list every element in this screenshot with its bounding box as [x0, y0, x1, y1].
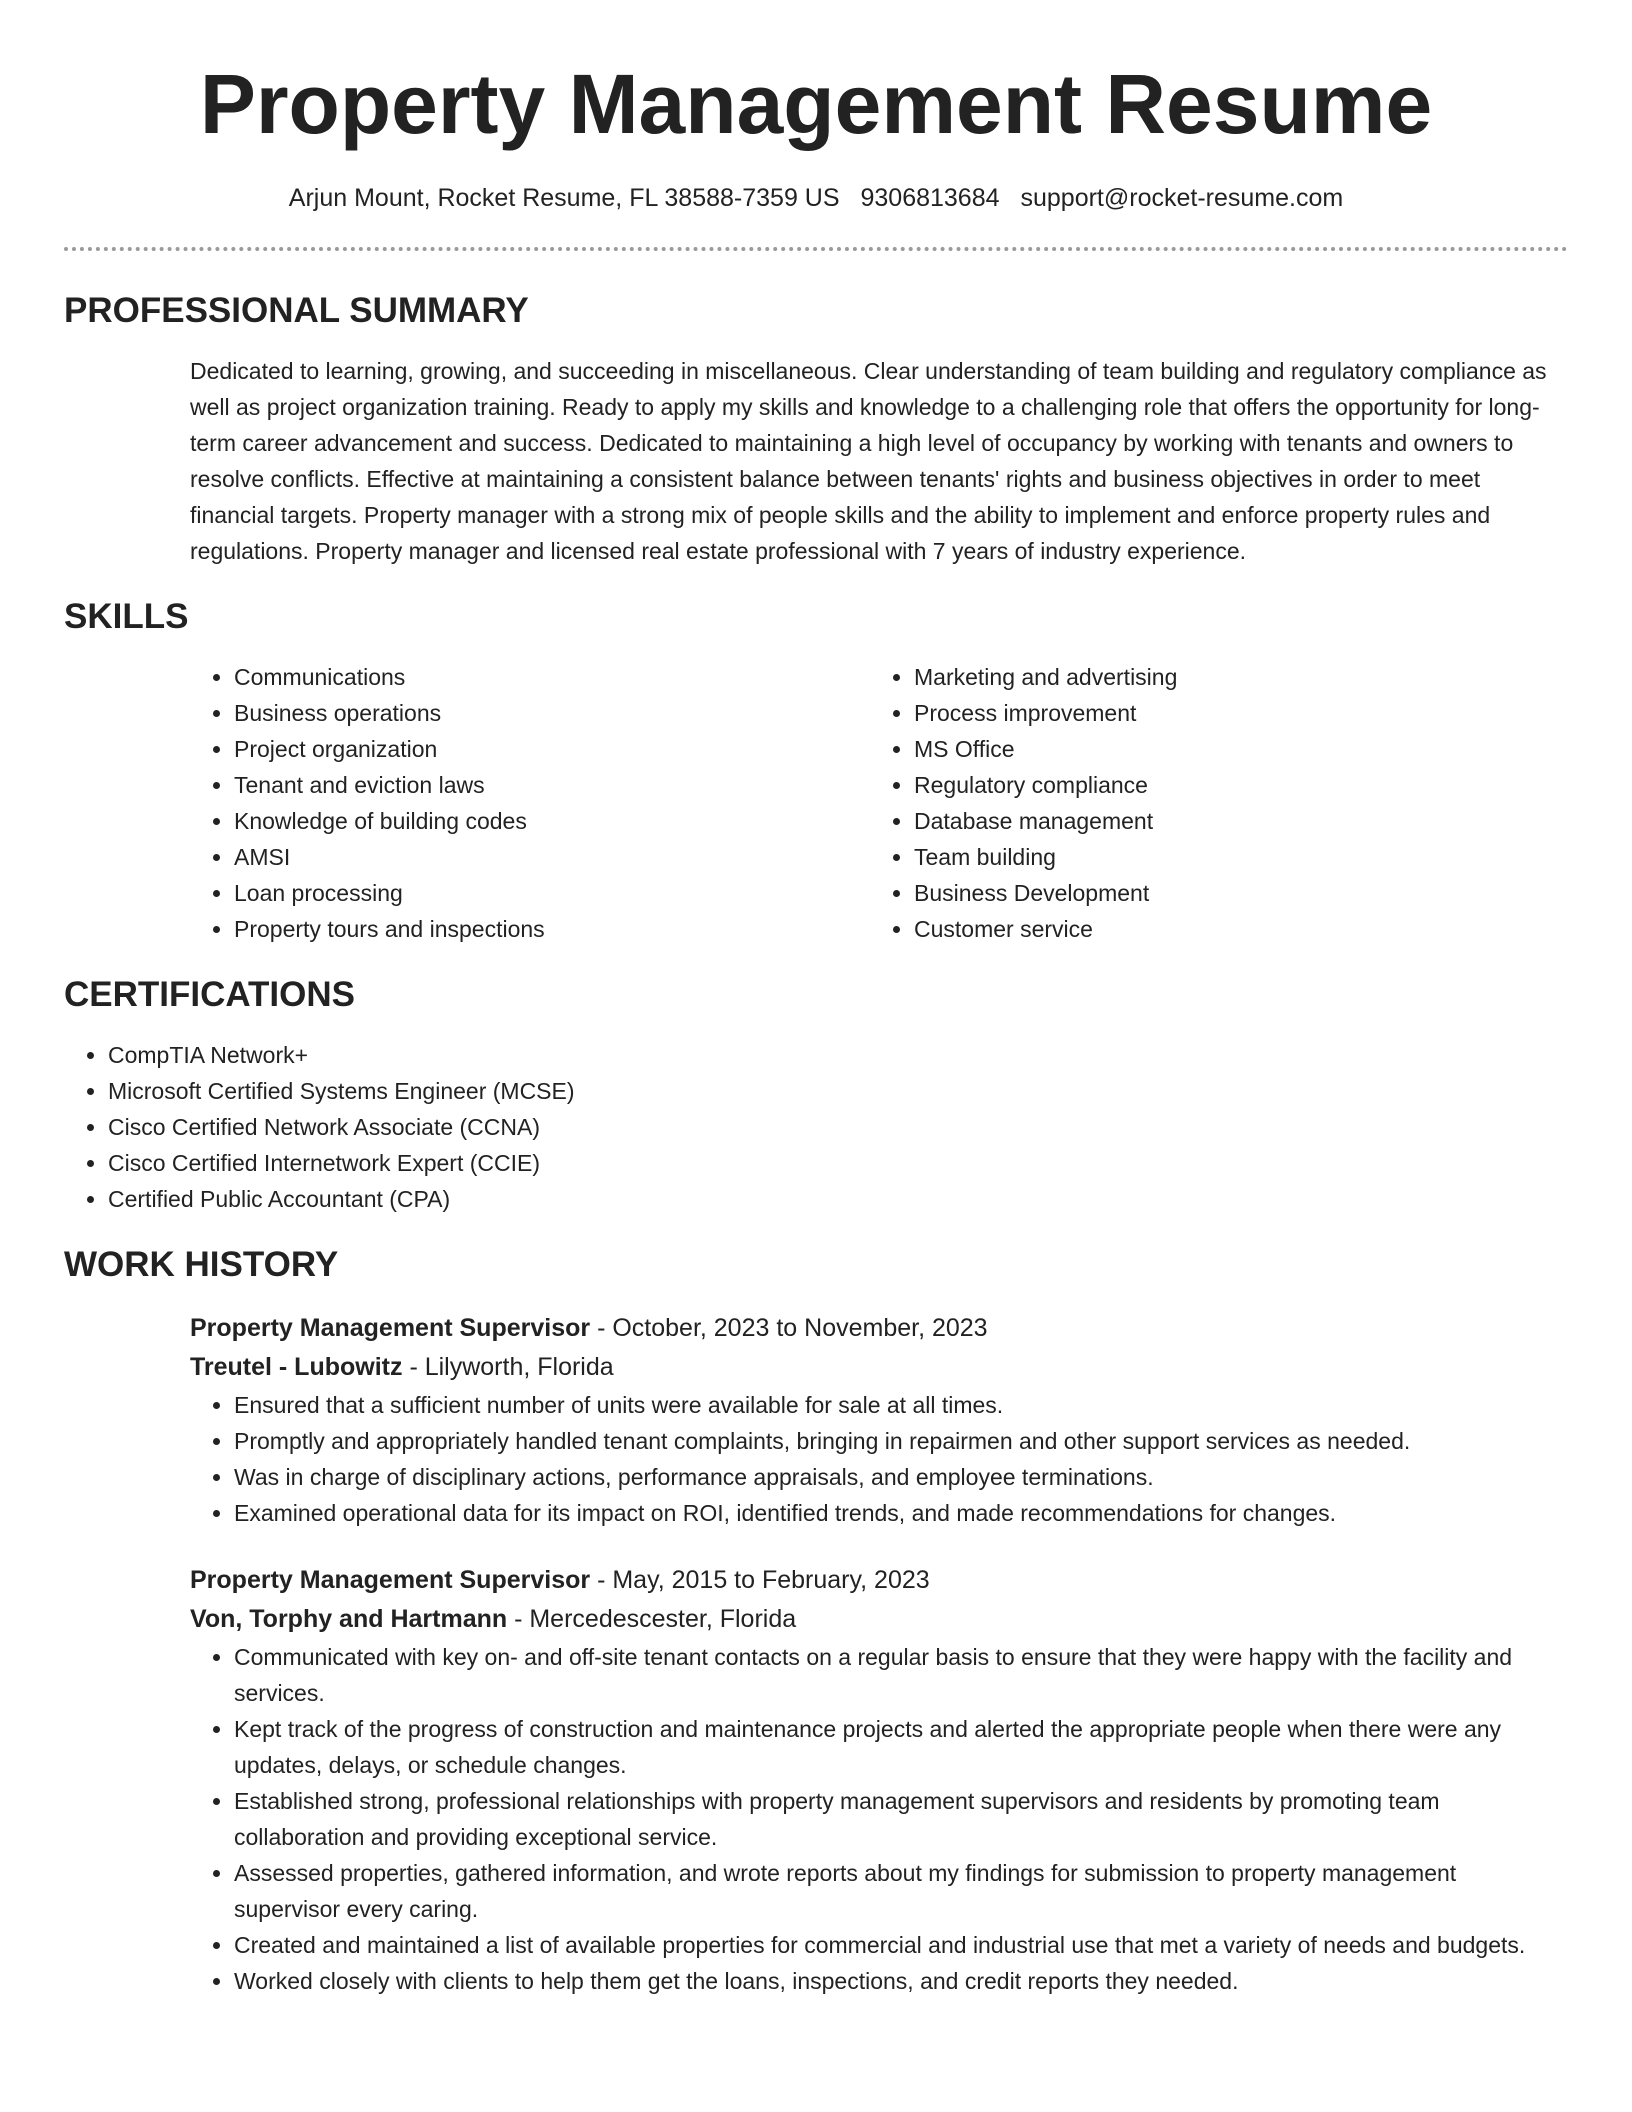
- skill-item: • Loan processing: [234, 875, 870, 911]
- job-duty-item: • Kept track of the progress of construction and maintenance projects and alerted the appropriate people when there were any updates, delays, or schedule changes.: [234, 1711, 1568, 1783]
- skills-columns: [190, 659, 1568, 947]
- job-title: Property Management Supervisor: [190, 1314, 591, 1342]
- skill-item: • Communications: [234, 659, 870, 695]
- skills-column-right: [870, 659, 1550, 947]
- contact-email: support@rocket-resume.com: [1020, 184, 1344, 212]
- contact-address: Arjun Mount, Rocket Resume, FL 38588-7359 US: [288, 184, 840, 212]
- skill-item: • AMSI: [234, 839, 870, 875]
- skill-item: • Business operations: [234, 695, 870, 731]
- skill-item: • Regulatory compliance: [914, 767, 1550, 803]
- skill-item: • Database management: [914, 803, 1550, 839]
- certification-item: • Cisco Certified Network Associate (CCNA): [108, 1109, 1568, 1145]
- work-history-heading: WORK HISTORY: [64, 1245, 339, 1284]
- contact-phone: 9306813684: [860, 184, 1000, 212]
- skill-item: • Business Development: [914, 875, 1550, 911]
- job-duty-item: • Was in charge of disciplinary actions, performance appraisals, and employee terminations.: [234, 1459, 1568, 1495]
- contact-line: [64, 184, 1568, 213]
- job-duties-list: [190, 1387, 1568, 1531]
- skill-item: • Marketing and advertising: [914, 659, 1550, 695]
- job-duty-item: • Established strong, professional relationships with property management supervisors and residents by promoting team collaboration and providing exceptional service.: [234, 1783, 1568, 1855]
- skills-list-right: [870, 659, 1550, 947]
- job-duty-item: • Assessed properties, gathered information, and wrote reports about my findings for submission to property management supervisor every caring.: [234, 1855, 1568, 1927]
- job-duty-item: • Promptly and appropriately handled tenant complaints, bringing in repairmen and other support services as needed.: [234, 1423, 1568, 1459]
- certifications-list: [64, 1037, 1568, 1217]
- work-history-section: [64, 1245, 1568, 1999]
- job-location: - Mercedescester, Florida: [507, 1605, 797, 1633]
- job-dates: - May, 2015 to February, 2023: [590, 1566, 930, 1594]
- summary-section: [64, 291, 1568, 569]
- job-location: - Lilyworth, Florida: [402, 1353, 614, 1381]
- job-company: Von, Torphy and Hartmann: [190, 1605, 508, 1633]
- summary-heading: PROFESSIONAL SUMMARY: [64, 291, 529, 330]
- skill-item: • Property tours and inspections: [234, 911, 870, 947]
- skill-item: • Tenant and eviction laws: [234, 767, 870, 803]
- certification-item: • Cisco Certified Internetwork Expert (CCIE): [108, 1145, 1568, 1181]
- job-duty-item: • Ensured that a sufficient number of units were available for sale at all times.: [234, 1387, 1568, 1423]
- skill-item: • Process improvement: [914, 695, 1550, 731]
- certifications-section: [64, 975, 1568, 1217]
- job-entry: [190, 1309, 1568, 1531]
- job-title: Property Management Supervisor: [190, 1566, 591, 1594]
- job-duties-list: [190, 1639, 1568, 1999]
- job-dates: - October, 2023 to November, 2023: [590, 1314, 988, 1342]
- page-title: Property Management Resume: [199, 57, 1433, 151]
- skills-heading: SKILLS: [64, 597, 189, 636]
- skills-column-left: [190, 659, 870, 947]
- job-title-line: [190, 1309, 1568, 1348]
- skills-section: [64, 597, 1568, 947]
- skill-item: • Customer service: [914, 911, 1550, 947]
- skill-item: • Team building: [914, 839, 1550, 875]
- header-divider: [64, 247, 1568, 251]
- job-duty-item: • Created and maintained a list of available properties for commercial and industrial use that met a variety of needs and budgets.: [234, 1927, 1568, 1963]
- skill-item: • Project organization: [234, 731, 870, 767]
- certification-item: • Certified Public Accountant (CPA): [108, 1181, 1568, 1217]
- skills-list-left: [190, 659, 870, 947]
- job-company-line: [190, 1348, 1568, 1387]
- summary-text: Dedicated to learning, growing, and succeeding in miscellaneous. Clear understanding of team building and regulatory compliance as well as project organization training. Ready to apply my skills and knowledge to a challenging role that offers the opportunity for long-term career advancement and success. Dedicated to maintaining a high level of occupancy by working with tenants and owners to resolve conflicts. Effective at maintaining a consistent balance between tenants' rights and business objectives in order to meet financial targets. Property manager with a strong mix of people skills and the ability to implement and enforce property rules and regulations. Property manager and licensed real estate professional with 7 years of industry experience.: [190, 358, 1547, 564]
- skill-item: • Knowledge of building codes: [234, 803, 870, 839]
- job-company: Treutel - Lubowitz: [190, 1353, 403, 1381]
- job-duty-item: • Worked closely with clients to help them get the loans, inspections, and credit reports they needed.: [234, 1963, 1568, 1999]
- certification-item: • Microsoft Certified Systems Engineer (MCSE): [108, 1073, 1568, 1109]
- job-title-line: [190, 1561, 1568, 1600]
- certification-item: • CompTIA Network+: [108, 1037, 1568, 1073]
- job-company-line: [190, 1600, 1568, 1639]
- job-duty-item: • Communicated with key on- and off-site tenant contacts on a regular basis to ensure that they were happy with the facility and services.: [234, 1639, 1568, 1711]
- certifications-heading: CERTIFICATIONS: [64, 975, 356, 1014]
- job-duty-item: • Examined operational data for its impact on ROI, identified trends, and made recommendations for changes.: [234, 1495, 1568, 1531]
- job-entry: [190, 1561, 1568, 1999]
- skill-item: • MS Office: [914, 731, 1550, 767]
